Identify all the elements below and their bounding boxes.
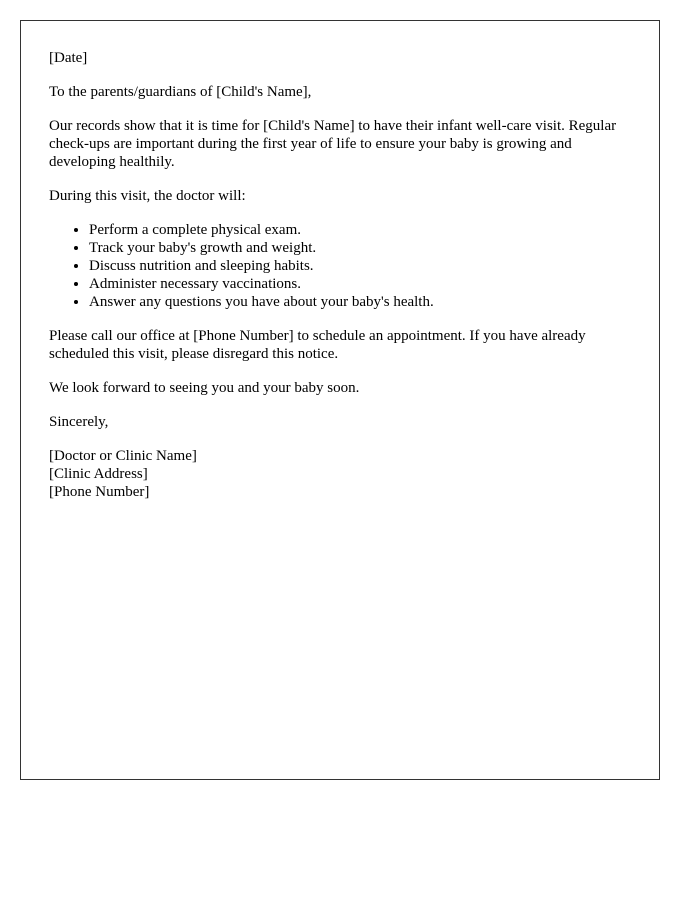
- letter-closing-line: We look forward to seeing you and your baby soon.: [49, 380, 360, 396]
- letter-date: [Date]: [49, 50, 88, 66]
- signature-address: [Clinic Address]: [49, 466, 148, 482]
- letter-list-intro: During this visit, the doctor will:: [49, 188, 246, 204]
- signature-phone: [Phone Number]: [49, 484, 150, 500]
- letter-signature-block: [49, 447, 639, 501]
- visit-checklist: [49, 221, 639, 311]
- letter-intro-paragraph: Our records show that it is time for [Child's Name] to have their infant well-care visit. Regular check-ups are important during the first year of life to ensure your baby is growing and developing healthily.: [49, 118, 617, 170]
- letter-body: [49, 49, 639, 517]
- letter-salutation: To the parents/guardians of [Child's Name],: [49, 84, 312, 100]
- list-item: • Discuss nutrition and sleeping habits.: [89, 257, 639, 275]
- letter-sign-off: Sincerely,: [49, 414, 109, 430]
- list-item: • Answer any questions you have about your baby's health.: [89, 293, 639, 311]
- list-item: • Perform a complete physical exam.: [89, 221, 639, 239]
- signature-name: [Doctor or Clinic Name]: [49, 448, 197, 464]
- letter-call-to-action: Please call our office at [Phone Number] to schedule an appointment. If you have already scheduled this visit, please disregard this notice.: [49, 328, 586, 362]
- letter-page: [20, 20, 660, 780]
- list-item: • Administer necessary vaccinations.: [89, 275, 639, 293]
- list-item: • Track your baby's growth and weight.: [89, 239, 639, 257]
